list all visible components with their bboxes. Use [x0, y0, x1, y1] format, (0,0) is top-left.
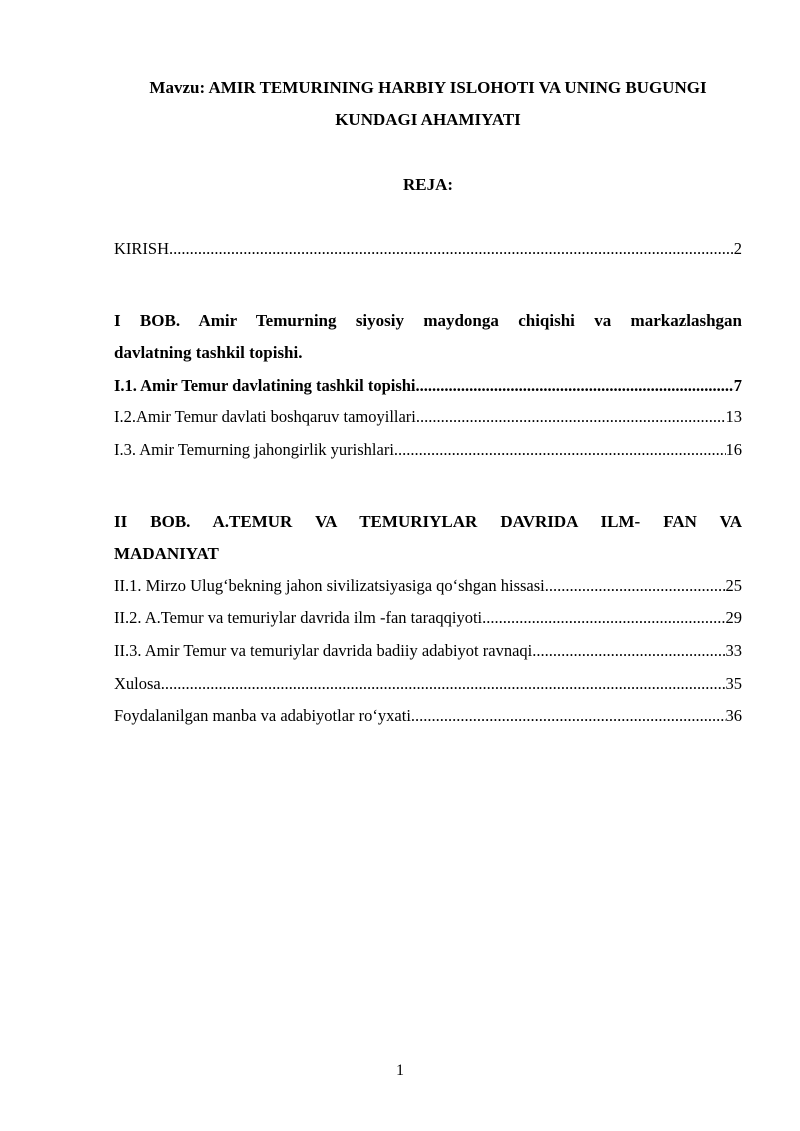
- toc-page-number: 33: [725, 641, 742, 660]
- toc-page-number: 2: [733, 239, 742, 258]
- toc-leader-dots: [394, 439, 726, 461]
- toc-leader-dots: [532, 640, 725, 662]
- toc-entry-2-2: [114, 607, 742, 629]
- chapter-1-heading-line-2: davlatning tashkil topishi.: [114, 343, 303, 362]
- toc-leader-dots: [161, 673, 726, 695]
- toc-entry-text: II.2. A.Temur va temuriylar davrida ilm -fan taraqqiyoti: [114, 608, 483, 627]
- toc-page-number: 36: [725, 706, 742, 725]
- chapter-1-heading-line-1: I BOB. Amir Temurning siyosiy maydonga chiqishi va markazlashgan: [114, 311, 742, 330]
- toc-page-number: 29: [725, 608, 742, 627]
- plan-heading: REJA:: [402, 175, 454, 194]
- toc-page-number: 35: [725, 674, 742, 693]
- toc-page-number: 25: [725, 576, 742, 595]
- toc-chapter-2-heading: [114, 506, 742, 570]
- toc-leader-dots: [411, 705, 726, 727]
- toc-chapter-1-heading: [114, 305, 742, 369]
- chapter-2-heading-line-1: II BOB. A.TEMUR VA TEMURIYLAR DAVRIDA ILM- FAN VA: [114, 512, 742, 531]
- toc-entry-2-3: [114, 640, 742, 662]
- toc-entry-1-3: [114, 439, 742, 461]
- toc-entry-text: KIRISH: [114, 239, 170, 258]
- document-title-line-2: KUNDAGI AHAMIYATI: [335, 110, 521, 129]
- chapter-2-heading-line-2: MADANIYAT: [114, 544, 219, 563]
- toc-entry-1-1: [114, 375, 742, 397]
- toc-entry-references: [114, 705, 742, 727]
- toc-leader-dots: [416, 406, 726, 428]
- toc-entry-text: Xulosa: [114, 674, 161, 693]
- toc-page-number: 7: [733, 376, 742, 395]
- document-title-line-1: Mavzu: AMIR TEMURINING HARBIY ISLOHOTI VA UNING BUGUNGI: [149, 78, 707, 97]
- toc-entry-1-2: [114, 406, 742, 428]
- toc-page-number: 13: [725, 407, 742, 426]
- toc-entry-2-1: [114, 575, 742, 597]
- toc-entry-text: II.1. Mirzo Ulug‘bekning jahon sivilizatsiyasiga qo‘shgan hissasi: [114, 576, 545, 595]
- toc-entry-intro: [114, 238, 742, 260]
- toc-page-number: 16: [725, 440, 742, 459]
- toc-entry-conclusion: [114, 673, 742, 695]
- document-title: [114, 72, 742, 136]
- toc-leader-dots: [545, 575, 726, 597]
- page-number: 1: [396, 1062, 404, 1079]
- toc-leader-dots: [169, 238, 734, 260]
- toc-entry-text: I.1. Amir Temur davlatining tashkil topishi: [114, 376, 416, 395]
- toc-leader-dots: [416, 375, 734, 397]
- toc-entry-text: I.2.Amir Temur davlati boshqaruv tamoyillari: [114, 407, 416, 426]
- toc-entry-text: II.3. Amir Temur va temuriylar davrida badiiy adabiyot ravnaqi: [114, 641, 533, 660]
- toc-entry-text: Foydalanilgan manba va adabiyotlar ro‘yxati: [114, 706, 411, 725]
- toc-entry-text: I.3. Amir Temurning jahongirlik yurishlari: [114, 440, 394, 459]
- toc-leader-dots: [482, 607, 725, 629]
